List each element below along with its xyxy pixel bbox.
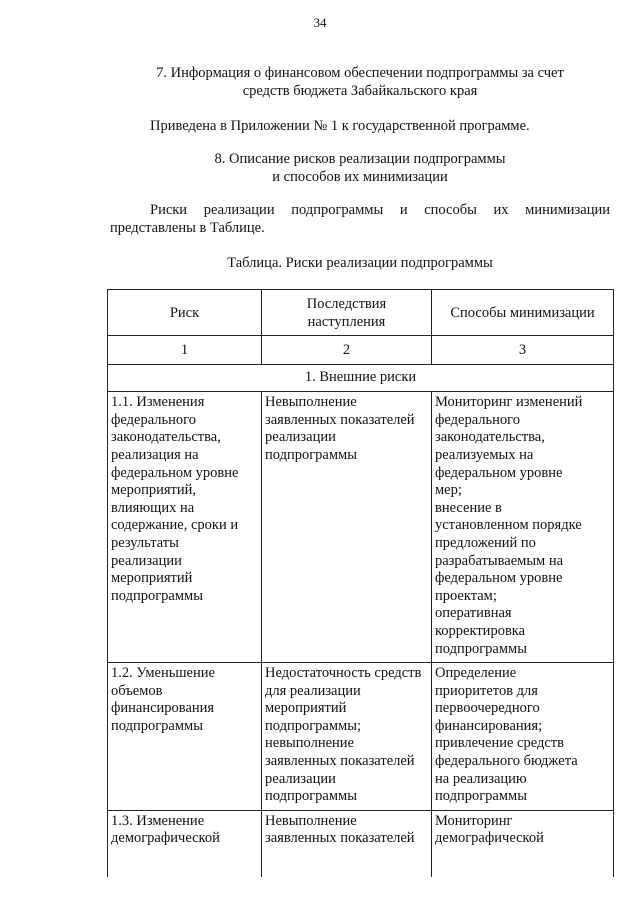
risk-cell: [108, 810, 262, 877]
cell-line: федерального бюджета: [435, 753, 578, 770]
cell-line: подпрограммы: [435, 640, 527, 657]
table-row: [108, 810, 614, 877]
section-8-heading: [110, 150, 610, 186]
header-cell-mitigation: Способы минимизации: [432, 290, 614, 336]
consequence-cell: [262, 392, 432, 663]
cell-line: заявленных показателей: [265, 830, 415, 847]
cell-line: мероприятий,: [111, 482, 197, 499]
cell-line: 1.1. Изменения: [111, 394, 205, 411]
cell-line: реализации: [265, 429, 336, 446]
cell-line: федеральном уровне: [111, 464, 239, 481]
cell-line: 1.3. Изменение: [111, 812, 205, 829]
cell-line: федерального: [111, 411, 196, 428]
cell-line: привлечение средств: [435, 735, 564, 752]
heading-line: и способов их минимизации: [272, 169, 448, 185]
cell-line: федеральном уровне: [435, 464, 563, 481]
cell-line: подпрограммы: [111, 587, 203, 604]
cell-line: законодательства,: [111, 429, 221, 446]
cell-line: подпрограммы: [265, 446, 357, 463]
cell-line: приоритетов для: [435, 682, 538, 699]
cell-line: подпрограммы: [265, 788, 357, 805]
mitigation-cell: [432, 392, 614, 663]
cell-line: подпрограммы: [435, 788, 527, 805]
cell-line: установленном порядке: [435, 517, 582, 534]
paragraph-line: представлены в Таблице.: [110, 220, 265, 236]
header-cell-consequences: Последствия наступления: [262, 290, 432, 336]
cell-line: мер;: [435, 482, 462, 499]
column-number-cell: 2: [262, 336, 432, 365]
cell-line: федеральном уровне: [435, 570, 563, 587]
cell-line: реализуемых на: [435, 446, 534, 463]
cell-line: для реализации: [265, 682, 361, 699]
column-number-cell: 1: [108, 336, 262, 365]
cell-line: Невыполнение: [265, 394, 357, 411]
cell-line: разрабатываемым на: [435, 552, 564, 569]
cell-line: 1.2. Уменьшение: [111, 665, 215, 682]
cell-line: финансирования: [111, 700, 215, 717]
cell-line: Определение: [435, 665, 517, 682]
cell-line: влияющих на: [111, 499, 195, 516]
section-title-cell: 1. Внешние риски: [108, 365, 614, 392]
consequence-cell: [262, 810, 432, 877]
cell-line: финансирования;: [435, 717, 543, 734]
cell-line: демографической: [111, 830, 220, 847]
cell-line: корректировка: [435, 622, 526, 639]
paragraph-line: Риски реализации подпрограммы и способы их минимизации: [150, 202, 610, 218]
cell-line: демографической: [435, 830, 544, 847]
cell-line: содержание, сроки и: [111, 517, 239, 534]
cell-line: Мониторинг: [435, 812, 513, 829]
cell-line: объемов: [111, 682, 163, 699]
cell-line: Недостаточность средств: [265, 665, 422, 682]
header-cell-risk: Риск: [108, 290, 262, 336]
cell-line: реализация на: [111, 446, 199, 463]
cell-line: невыполнение: [265, 735, 354, 752]
cell-line: на реализацию: [435, 770, 527, 787]
cell-line: законодательства,: [435, 429, 545, 446]
heading-line: 8. Описание рисков реализации подпрограммы: [214, 151, 506, 167]
table-row: [108, 663, 614, 811]
risk-cell: [108, 392, 262, 663]
page-number: 34: [313, 15, 327, 30]
section-7-heading: [110, 64, 610, 100]
section-8-paragraph: [110, 201, 610, 237]
cell-line: подпрограммы;: [265, 717, 361, 734]
risk-cell: [108, 663, 262, 811]
mitigation-cell: [432, 663, 614, 811]
risks-table: [107, 289, 614, 877]
cell-line: проектам;: [435, 587, 497, 604]
cell-line: оперативная: [435, 605, 512, 622]
column-number-row: [108, 336, 614, 365]
section-title-row: [108, 365, 614, 392]
cell-line: федерального: [435, 411, 520, 428]
table-row: [108, 392, 614, 663]
cell-line: подпрограммы: [111, 717, 203, 734]
cell-line: заявленных показателей: [265, 753, 415, 770]
cell-line: предложений по: [435, 534, 536, 551]
mitigation-cell: [432, 810, 614, 877]
cell-line: реализации: [111, 552, 182, 569]
cell-line: заявленных показателей: [265, 411, 415, 428]
heading-line: средств бюджета Забайкальского края: [242, 83, 478, 99]
column-number-cell: 3: [432, 336, 614, 365]
section-7-text: Приведена в Приложении № 1 к государственной программе.: [150, 118, 530, 134]
table-caption: Таблица. Риски реализации подпрограммы: [227, 255, 493, 271]
cell-line: первоочередного: [435, 700, 540, 717]
consequence-cell: [262, 663, 432, 811]
heading-line: 7. Информация о финансовом обеспечении подпрограммы за счет: [156, 65, 564, 81]
cell-line: мероприятий: [111, 570, 193, 587]
cell-line: Невыполнение: [265, 812, 357, 829]
cell-line: внесение в: [435, 499, 502, 516]
table-header-row: [108, 290, 614, 336]
cell-line: мероприятий: [265, 700, 347, 717]
cell-line: результаты: [111, 534, 179, 551]
cell-line: реализации: [265, 770, 336, 787]
cell-line: Мониторинг изменений: [435, 394, 583, 411]
